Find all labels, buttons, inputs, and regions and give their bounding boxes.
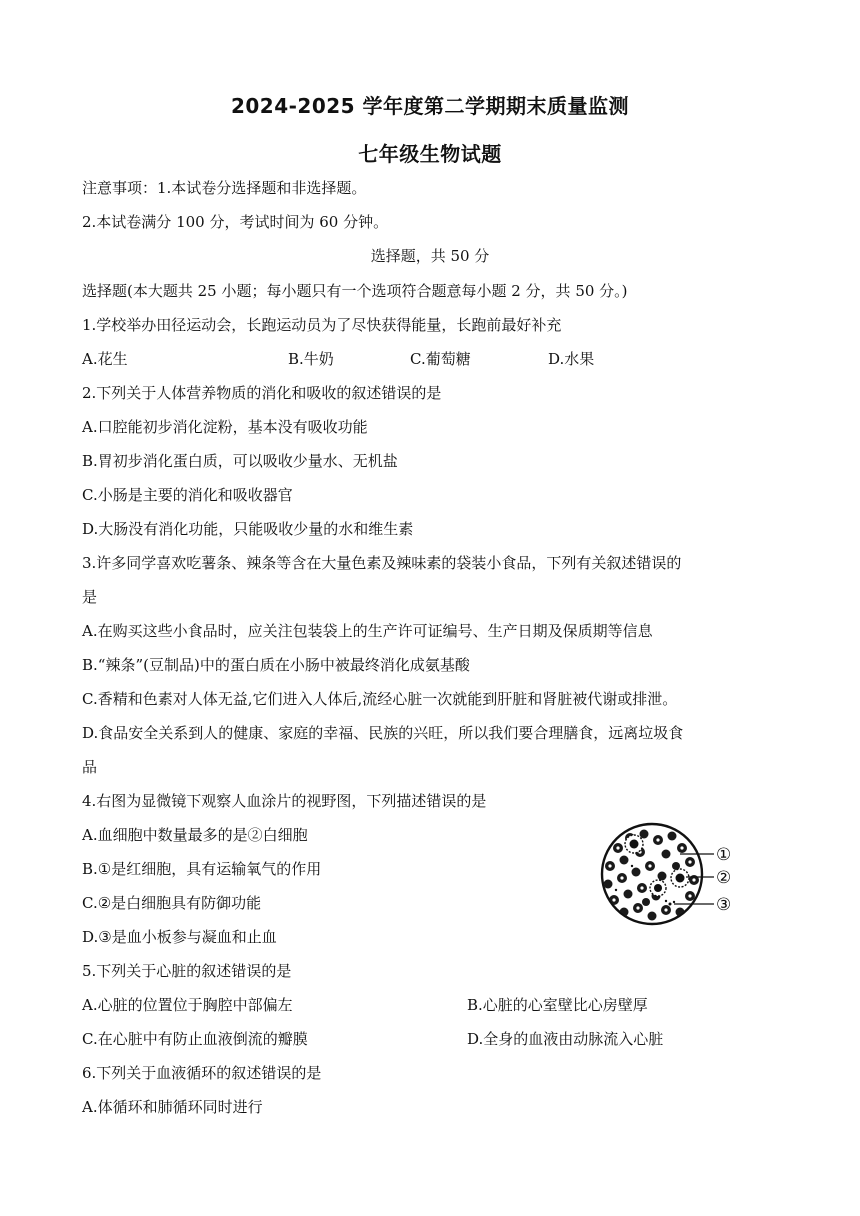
- q2-option-a: A.口腔能初步消化淀粉，基本没有吸收功能: [82, 418, 368, 436]
- q4-option-d: D.③是血小板参与凝血和止血: [82, 928, 277, 946]
- q1-option-b: B.牛奶: [288, 350, 334, 368]
- q3-option-c: C.香精和色素对人体无益,它们进入人体后,流经心脏一次就能到肝脏和肾脏被代谢或排泄。: [82, 690, 678, 708]
- section-heading: 选择题，共 50 分: [370, 247, 490, 265]
- q6-option-a: A.体循环和肺循环同时进行: [82, 1098, 263, 1116]
- q4-option-b: B.①是红细胞，具有运输氧气的作用: [82, 860, 322, 878]
- q2-option-b: B.胃初步消化蛋白质，可以吸收少量水、无机盐: [82, 452, 398, 470]
- label-2: ②: [716, 868, 732, 888]
- q3-option-d-line-2: 品: [82, 758, 98, 776]
- q5-option-d: D.全身的血液由动脉流入心脏: [467, 1030, 664, 1048]
- blood-smear-figure: [596, 822, 742, 926]
- q2-option-c: C.小肠是主要的消化和吸收器官: [82, 486, 293, 504]
- q5-option-c: C.在心脏中有防止血液倒流的瓣膜: [82, 1030, 308, 1048]
- q6-stem: 6.下列关于血液循环的叙述错误的是: [82, 1064, 322, 1082]
- q1-option-d: D.水果: [548, 350, 595, 368]
- q5-stem: 5.下列关于心脏的叙述错误的是: [82, 962, 292, 980]
- q1-option-a: A.花生: [82, 350, 128, 368]
- q4-stem: 4.右图为显微镜下观察人血涂片的视野图，下列描述错误的是: [82, 792, 487, 810]
- exam-title: 2024-2025 学年度第二学期期末质量监测: [230, 94, 630, 118]
- q4-option-a: A.血细胞中数量最多的是②白细胞: [82, 826, 308, 844]
- exam-subtitle: 七年级生物试题: [358, 142, 502, 166]
- label-3: ③: [716, 895, 732, 915]
- q3-stem-line-2: 是: [82, 588, 98, 606]
- figure-labels: [716, 845, 731, 915]
- q3-option-d-line-1: D.食品安全关系到人的健康、家庭的幸福、民族的兴旺，所以我们要合理膳食，远离垃圾食: [82, 724, 684, 742]
- q2-option-d: D.大肠没有消化功能，只能吸收少量的水和维生素: [82, 520, 414, 538]
- section-instructions: 选择题(本大题共 25 小题；每小题只有一个选项符合题意每小题 2 分，共 50 分。): [82, 282, 628, 300]
- q5-option-b: B.心脏的心室壁比心房壁厚: [467, 996, 648, 1014]
- notes-line-1: 注意事项：1.本试卷分选择题和非选择题。: [82, 179, 367, 197]
- q3-stem-line-1: 3.许多同学喜欢吃薯条、辣条等含在大量色素及辣味素的袋装小食品，下列有关叙述错误的: [82, 554, 682, 572]
- q5-option-a: A.心脏的位置位于胸腔中部偏左: [82, 996, 293, 1014]
- notes-line-2: 2.本试卷满分 100 分，考试时间为 60 分钟。: [82, 213, 389, 231]
- q1-option-c: C.葡萄糖: [410, 350, 471, 368]
- q3-option-b: B.“辣条”(豆制品)中的蛋白质在小肠中被最终消化成氨基酸: [82, 656, 470, 674]
- q3-option-a: A.在购买这些小食品时，应关注包装袋上的生产许可证编号、生产日期及保质期等信息: [82, 622, 653, 640]
- q1-stem: 1.学校举办田径运动会，长跑运动员为了尽快获得能量，长跑前最好补充: [82, 316, 562, 334]
- q2-stem: 2.下列关于人体营养物质的消化和吸收的叙述错误的是: [82, 384, 442, 402]
- q4-option-c: C.②是白细胞具有防御功能: [82, 894, 262, 912]
- microscope-field: [602, 824, 702, 924]
- label-1: ①: [716, 845, 732, 865]
